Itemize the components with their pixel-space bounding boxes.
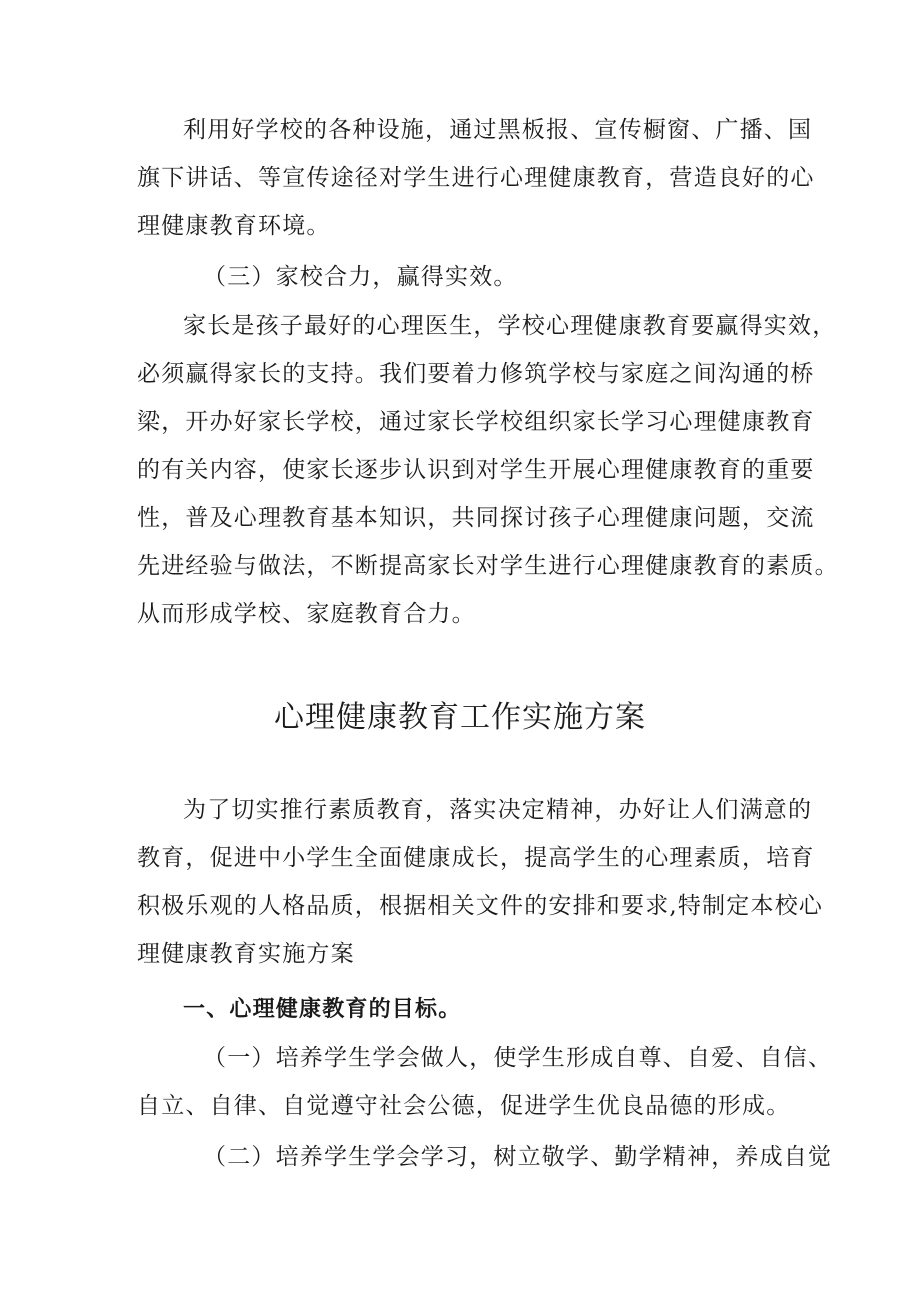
item-learn-to-behave — [137, 1034, 833, 1130]
section-heading: 一、心理健康教育的目标。 — [183, 997, 462, 1022]
paragraph-line: 性，普及心理教育基本知识，共同探讨孩子心理健康问题，交流 — [137, 505, 815, 531]
paragraph-line: 积极乐观的人格品质，根据相关文件的安排和要求,特制定本校心 — [137, 893, 824, 919]
paragraph-line: （一）培养学生学会做人，使学生形成自尊、自爱、自信、 — [203, 1045, 833, 1071]
paragraph-parents — [137, 302, 839, 638]
heading-goals — [137, 986, 813, 1034]
document-title: 心理健康教育工作实施方案 — [274, 700, 646, 735]
paragraph-line: 旗下讲话、等宣传途径对学生进行心理健康教育，营造良好的心 — [137, 165, 815, 191]
paragraph-intro — [137, 786, 824, 978]
paragraph-line: 必须赢得家长的支持。我们要着力修筑学校与家庭之间沟通的桥 — [137, 361, 815, 387]
paragraph-line: 从而形成学校、家庭教育合力。 — [137, 601, 476, 627]
paragraph-line: 梁，开办好家长学校，通过家长学校组织家长学习心理健康教育 — [137, 409, 815, 435]
subheading-text: （三）家校合力，赢得实效。 — [203, 264, 518, 290]
paragraph-line: 家长是孩子最好的心理医生，学校心理健康教育要赢得实效， — [183, 313, 837, 339]
paragraph-line: 自立、自律、自觉遵守社会公德，促进学生优良品德的形成。 — [137, 1093, 791, 1119]
paragraph-line: 理健康教育环境。 — [137, 213, 331, 239]
paragraph-line: 理健康教育实施方案 — [137, 941, 355, 967]
item-learn-to-study — [137, 1133, 833, 1181]
paragraph-line: 为了切实推行素质教育，落实决定精神，办好让人们满意的 — [183, 797, 813, 823]
paragraph-line: 的有关内容，使家长逐步认识到对学生开展心理健康教育的重要 — [137, 457, 815, 483]
paragraph-line: （二）培养学生学会学习，树立敬学、勤学精神，养成自觉 — [203, 1144, 833, 1170]
paragraph-line: 先进经验与做法，不断提高家长对学生进行心理健康教育的素质。 — [137, 553, 839, 579]
paragraph-line: 利用好学校的各种设施，通过黑板报、宣传橱窗、广播、国 — [183, 117, 813, 143]
paragraph-facilities — [137, 106, 813, 250]
subheading-home-school — [137, 253, 813, 301]
paragraph-line: 教育，促进中小学生全面健康成长，提高学生的心理素质，培育 — [137, 845, 815, 871]
